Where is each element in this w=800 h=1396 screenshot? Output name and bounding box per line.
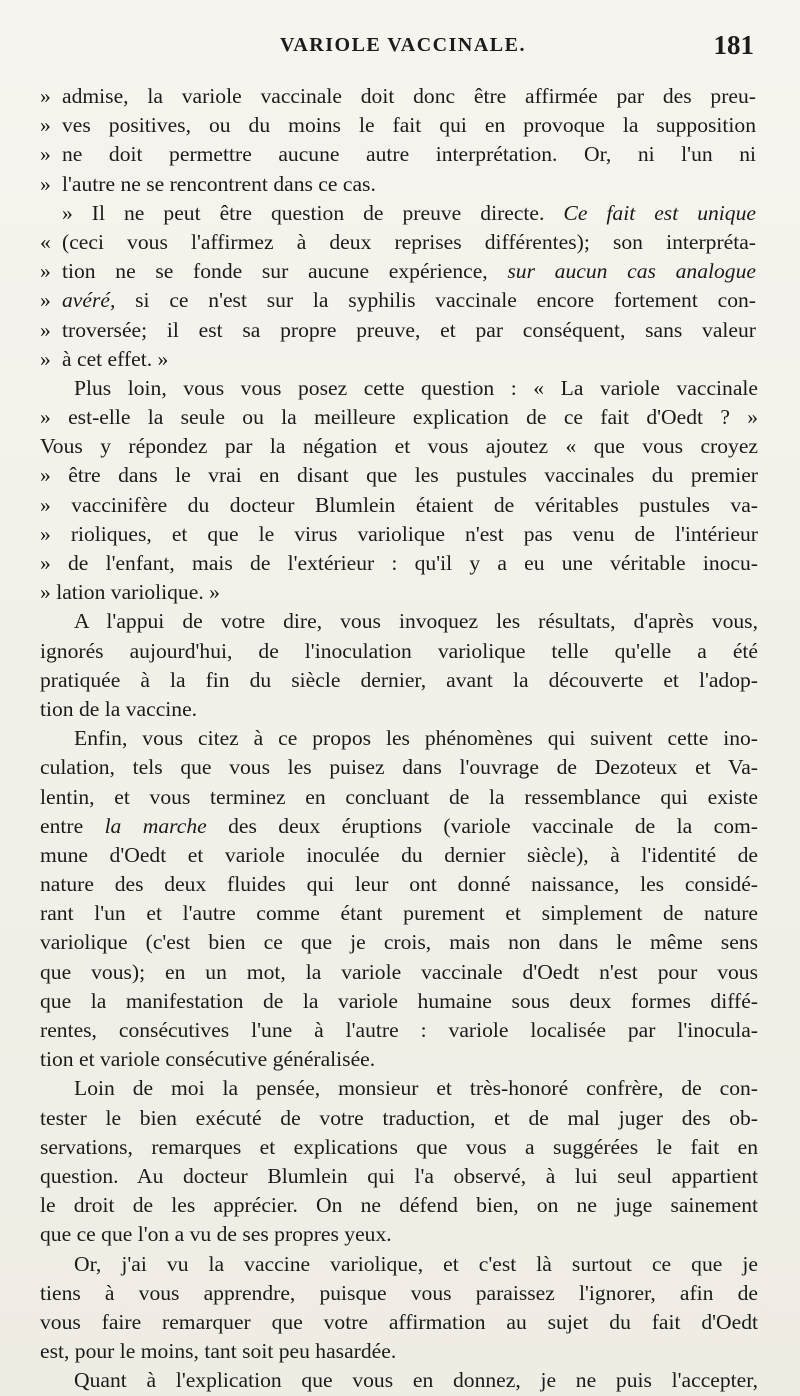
quote-mark: »: [40, 142, 51, 167]
quote-paragraph-1: [40, 82, 758, 199]
paragraph-5: [40, 724, 758, 1074]
line-text: admise, la variole vaccinale doit donc être affirmée par des preu-: [62, 84, 756, 108]
text-line: tester le bien exécuté de votre traduction, et de mal juger des ob-: [40, 1105, 758, 1130]
quote-line: [40, 345, 758, 374]
quote-mark: »: [40, 346, 51, 371]
line-text-italic: avéré,: [62, 288, 116, 313]
line-text: à cet effet. »: [62, 346, 169, 371]
quote-line: [40, 228, 758, 257]
line-text: ne doit permettre aucune autre interprétation. Or, ni l'un ni: [62, 142, 756, 167]
line-text: [62, 286, 756, 315]
text-line: le droit de les apprécier. On ne défend bien, on ne juge sainement: [40, 1193, 758, 1218]
text-line: Enfin, vous citez à ce propos les phénomènes qui suivent cette ino-: [74, 726, 758, 751]
text-line: A l'appui de votre dire, vous invoquez les résultats, d'après vous,: [74, 609, 758, 634]
paragraph-6: [40, 1074, 758, 1249]
page-number: 181: [713, 30, 754, 60]
text-line: servations, remarques et explications que vous a suggérées le fait en: [40, 1134, 758, 1159]
text-line: » être dans le vrai en disant que les pustules vaccinales du premier: [40, 463, 758, 488]
line-text-plain: tion ne se fonde sur aucune expérience,: [62, 259, 508, 284]
text-line: mune d'Oedt et variole inoculée du dernier siècle), à l'identité de: [40, 842, 758, 867]
text-line: tion et variole consécutive généralisée.: [40, 1047, 376, 1072]
text-line: tiens à vous apprendre, puisque vous paraissez l'ignorer, afin de: [40, 1280, 758, 1305]
quote-line: [40, 286, 758, 315]
line-text: (ceci vous l'affirmez à deux reprises différentes); son interpréta-: [62, 229, 756, 254]
line-text-plain: entre: [40, 813, 105, 838]
page-body: [40, 82, 758, 1395]
line-text-plain: si ce n'est sur la syphilis vaccinale encore fortement con-: [115, 288, 756, 313]
quote-mark: »: [40, 84, 51, 108]
text-line: » rioliques, et que le virus variolique n'est pas venu de l'intérieur: [40, 521, 758, 546]
line-text-italic: Ce fait est unique: [563, 200, 756, 225]
quote-line: [40, 199, 758, 228]
text-line: Plus loin, vous vous posez cette question : « La variole vaccinale: [74, 375, 758, 400]
quote-mark: »: [40, 317, 51, 342]
page-header: [0, 30, 800, 70]
quote-line: [40, 257, 758, 286]
quote-paragraph-2: [40, 199, 758, 374]
quote-line: [40, 111, 758, 140]
line-text: l'autre ne se rencontrent dans ce cas.: [62, 171, 376, 196]
line-text-plain: » Il ne peut être question de preuve directe.: [62, 200, 564, 225]
text-line: ignorés aujourd'hui, de l'inoculation variolique telle qu'elle a été: [40, 638, 758, 663]
text-line: Or, j'ai vu la vaccine variolique, et c'est là surtout ce que je: [74, 1251, 758, 1276]
text-line: variolique (c'est bien ce que je crois, mais non dans le même sens: [40, 930, 758, 955]
text-line: vous faire remarquer que votre affirmation au sujet du fait d'Oedt: [40, 1309, 758, 1334]
text-line: pratiquée à la fin du siècle dernier, avant la découverte et l'adop-: [40, 667, 758, 692]
paragraph-3: [40, 374, 758, 608]
quote-line: [40, 316, 758, 345]
text-line: Quant à l'explication que vous en donnez, je ne puis l'accepter,: [74, 1368, 758, 1393]
line-text-italic: sur aucun cas analogue: [507, 259, 756, 284]
text-line: que vous); en un mot, la variole vaccinale d'Oedt n'est pour vous: [40, 959, 758, 984]
text-line: que ce que l'on a vu de ses propres yeux.: [40, 1222, 392, 1247]
paragraph-8: [40, 1366, 758, 1395]
text-line: lentin, et vous terminez en concluant de la ressemblance qui existe: [40, 784, 758, 809]
text-line: Vous y répondez par la négation et vous ajoutez « que vous croyez: [40, 434, 758, 459]
quote-line: [40, 82, 758, 111]
line-text-italic: la marche: [104, 813, 207, 838]
quote-mark: »: [40, 113, 51, 138]
text-line: Loin de moi la pensée, monsieur et très-honoré confrère, de con-: [74, 1076, 758, 1101]
text-line: tion de la vaccine.: [40, 696, 198, 721]
text-line: » vaccinifère du docteur Blumlein étaient de véritables pustules va-: [40, 492, 758, 517]
line-text: [62, 257, 756, 286]
quote-line: [40, 140, 758, 169]
running-title: VARIOLE VACCINALE.: [280, 34, 526, 56]
quote-mark: «: [40, 229, 51, 254]
text-line: rant l'un et l'autre comme étant purement et simplement de nature: [40, 901, 758, 926]
line-text: [40, 199, 756, 228]
line-text: troversée; il est sa propre preuve, et par conséquent, sans valeur: [62, 317, 756, 342]
text-line: nature des deux fluides qui leur ont donné naissance, les considé-: [40, 872, 758, 897]
text-line: [40, 812, 758, 841]
quote-mark: »: [40, 288, 51, 313]
text-line: rentes, consécutives l'une à l'autre : variole localisée par l'inocula-: [40, 1018, 758, 1042]
text-line: culation, tels que vous les puisez dans l'ouvrage de Dezoteux et Va-: [40, 755, 758, 780]
text-line: » de l'enfant, mais de l'extérieur : qu'il y a eu une véritable inocu-: [40, 551, 758, 575]
quote-line: [40, 170, 758, 199]
quote-mark: »: [40, 259, 51, 284]
paragraph-4: [40, 607, 758, 724]
text-line: est, pour le moins, tant soit peu hasardée.: [40, 1339, 397, 1364]
quote-mark: »: [40, 171, 51, 196]
line-text: ves positives, ou du moins le fait qui en provoque la supposition: [62, 113, 756, 138]
text-line: » lation variolique. »: [40, 580, 220, 605]
text-line: que la manifestation de la variole humaine sous deux formes diffé-: [40, 988, 758, 1013]
text-line: question. Au docteur Blumlein qui l'a observé, à lui seul appartient: [40, 1163, 758, 1188]
line-text-plain: des deux éruptions (variole vaccinale de la com-: [206, 813, 758, 838]
text-line: » est-elle la seule ou la meilleure explication de ce fait d'Oedt ? »: [40, 405, 758, 430]
paragraph-7: [40, 1250, 758, 1367]
